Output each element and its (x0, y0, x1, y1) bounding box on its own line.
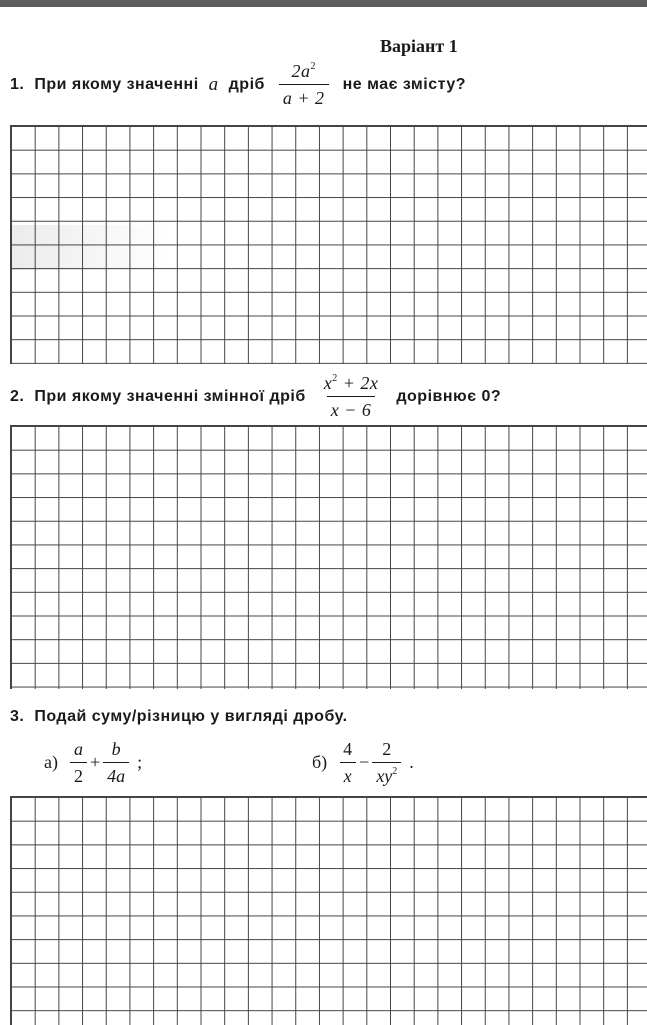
question-3-number: 3. (10, 708, 25, 725)
exercise-b-f1-denominator: x (340, 762, 356, 785)
question-1-variable: a (208, 73, 219, 95)
question-2-number: 2. (10, 387, 25, 405)
exercise-b (312, 740, 414, 785)
exercise-b-f2-denominator (372, 762, 401, 785)
question-2-text-before: При якому значенні змінної дріб (34, 387, 306, 405)
exercise-a-f2-numerator: b (111, 739, 121, 759)
q2-num-exponent: 2 (332, 373, 338, 384)
exercise-a (44, 740, 142, 785)
exercise-a-fraction-1 (70, 740, 87, 785)
exercise-b-label: б) (312, 752, 328, 772)
question-1-number: 1. (10, 75, 25, 93)
question-2-fraction-denominator: x − 6 (327, 396, 376, 419)
exercise-a-f2-denominator: 4a (103, 762, 129, 785)
answer-grid-2[interactable] (10, 425, 647, 689)
question-2-fraction (320, 374, 383, 419)
q1-num-exponent: 2 (310, 61, 316, 72)
exercise-b-operator: − (359, 752, 370, 772)
question-2-text-after: дорівнює 0? (396, 387, 502, 405)
question-1-fraction-numerator (287, 62, 320, 84)
scan-shadow (10, 225, 170, 270)
exercise-b-f1-numerator: 4 (343, 739, 353, 759)
exercise-a-label: а) (44, 752, 58, 772)
q2-num-rest: + 2x (337, 373, 379, 393)
exercise-b-end: . (409, 752, 414, 772)
question-1-fraction-denominator: a + 2 (279, 84, 329, 107)
question-1 (10, 62, 466, 107)
top-edge-bar (0, 0, 647, 7)
question-1-text-before: При якому значенні (34, 75, 199, 93)
question-3-text: Подай суму/різницю у вигляді дробу. (34, 708, 348, 725)
exercise-b-fraction-1 (339, 740, 356, 785)
question-1-fraction (279, 62, 329, 107)
variant-title: Варіант 1 (380, 36, 458, 56)
question-2-fraction-numerator (320, 374, 383, 396)
question-1-text-after: не має змісту? (342, 75, 467, 93)
exercise-a-operator: + (89, 752, 101, 772)
exercise-b-f2-den-base: xy (376, 766, 393, 786)
exercise-b-f2-numerator: 2 (382, 739, 392, 759)
exercise-b-f2-den-exponent: 2 (392, 766, 398, 777)
q1-num-base: 2a (291, 61, 311, 81)
q2-num-base: x (323, 373, 333, 393)
exercise-a-f1-numerator: a (73, 739, 83, 759)
exercise-a-fraction-2 (103, 740, 129, 785)
exercise-b-fraction-2 (372, 740, 401, 785)
question-3 (10, 708, 348, 726)
exercise-a-f1-denominator: 2 (70, 762, 87, 785)
answer-grid-3[interactable] (10, 796, 647, 1025)
exercise-a-end: ; (137, 752, 143, 772)
question-1-text-mid: дріб (228, 75, 265, 93)
question-2 (10, 374, 501, 419)
